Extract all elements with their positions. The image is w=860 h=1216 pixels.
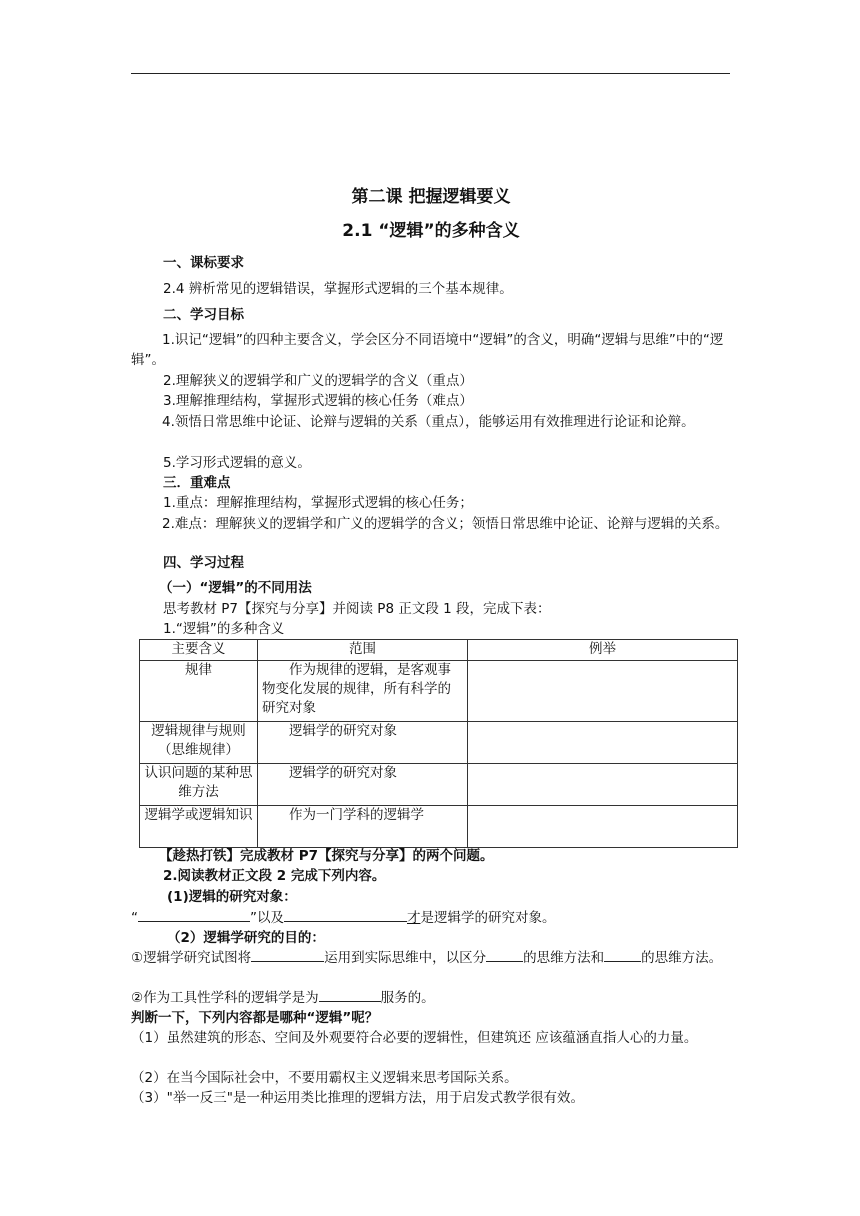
page-title: 第二课 把握逻辑要义 bbox=[351, 187, 511, 207]
blank-object-2[interactable] bbox=[284, 907, 407, 922]
blank-purpose-2[interactable] bbox=[486, 947, 523, 962]
goal-item-3: 3.理解推理结构，掌握形式逻辑的核心任务（难点） bbox=[163, 393, 473, 409]
goal-item-2: 2.理解狭义的逻辑学和广义的逻辑学的含义（重点） bbox=[163, 373, 473, 389]
section1-text: 2.4 辨析常见的逻辑错误，掌握形式逻辑的三个基本规律。 bbox=[163, 281, 513, 297]
section3-heading: 三．重难点 bbox=[163, 475, 231, 491]
example-cell[interactable] bbox=[468, 764, 738, 806]
goal-item-1: 1.识记“逻辑”的四种主要含义，学会区分不同语境中“逻辑”的含义，明确“逻辑与思维”中的“逻辑”。 bbox=[131, 332, 724, 368]
meanings-table bbox=[139, 639, 738, 848]
table-header-meaning: 主要含义 bbox=[140, 640, 258, 661]
blank-object-1[interactable] bbox=[138, 907, 250, 922]
meaning-cell: 规律 bbox=[140, 661, 258, 722]
key-point: 1.重点：理解推理结构，掌握形式逻辑的核心任务； bbox=[163, 495, 473, 511]
scope-cell: 逻辑学的研究对象 bbox=[258, 722, 468, 764]
subsection-heading: （一）“逻辑”的不同用法 bbox=[159, 580, 312, 596]
instruction-text: 思考教材 P7【探究与分享】并阅读 P8 正文段 1 段，完成下表： bbox=[163, 601, 551, 617]
table-row bbox=[140, 806, 738, 848]
table-header-row bbox=[140, 640, 738, 661]
judge-item-2: （2）在当今国际社会中，不要用霸权主义逻辑来思考国际关系。 bbox=[131, 1070, 518, 1086]
meaning-cell: 逻辑学或逻辑知识 bbox=[140, 806, 258, 848]
blank-purpose-3[interactable] bbox=[604, 947, 641, 962]
section1-heading: 一、课标要求 bbox=[163, 255, 244, 271]
meaning-cell: 认识问题的某种思维方法 bbox=[140, 764, 258, 806]
judge-heading: 判断一下，下列内容都是哪种“逻辑”呢？ bbox=[131, 1010, 379, 1026]
meaning-cell: 逻辑规律与规则（思维规律） bbox=[140, 722, 258, 764]
q2-label: （2）逻辑学研究的目的： bbox=[167, 930, 325, 946]
scope-cell: 作为一门学科的逻辑学 bbox=[258, 806, 468, 848]
section2-heading: 二、学习目标 bbox=[163, 307, 244, 323]
example-cell[interactable] bbox=[468, 806, 738, 848]
table-caption: 1.“逻辑”的多种含义 bbox=[163, 621, 285, 637]
example-cell[interactable] bbox=[468, 661, 738, 722]
difficult-point: 2.难点：理解狭义的逻辑学和广义的逻辑学的含义；领悟日常思维中论证、论辩与逻辑的关系。 bbox=[162, 516, 729, 532]
section4-heading: 四、学习过程 bbox=[163, 555, 244, 571]
table-row bbox=[140, 661, 738, 722]
read-instruction: 2.阅读教材正文段 2 完成下列内容。 bbox=[163, 868, 386, 884]
page-subtitle: 2.1 “逻辑”的多种含义 bbox=[342, 221, 520, 241]
goal-item-5: 5.学习形式逻辑的意义。 bbox=[163, 455, 311, 471]
practice-text: 【趁热打铁】完成教材 P7【探究与分享】的两个问题。 bbox=[159, 848, 494, 864]
table-header-example: 例举 bbox=[468, 640, 738, 661]
purpose-1: ①逻辑学研究试图将 运用到实际思维中，以区分 的思维方法和 的思维方法。 bbox=[131, 947, 731, 968]
scope-cell: 逻辑学的研究对象 bbox=[258, 764, 468, 806]
table-header-scope: 范围 bbox=[258, 640, 468, 661]
scope-cell: 作为规律的逻辑，是客观事物变化发展的规律，所有科学的研究对象 bbox=[258, 661, 468, 722]
judge-item-3: （3）"举一反三"是一种运用类比推理的逻辑方法，用于启发式教学很有效。 bbox=[131, 1090, 585, 1106]
blank-purpose-4[interactable] bbox=[319, 987, 381, 1002]
example-cell[interactable] bbox=[468, 722, 738, 764]
table-row bbox=[140, 722, 738, 764]
goal-item-4: 4.领悟日常思维中论证、论辩与逻辑的关系（重点），能够运用有效推理进行论证和论辩。 bbox=[162, 414, 695, 430]
header-rule bbox=[131, 73, 730, 74]
q1-label: (1)逻辑的研究对象： bbox=[167, 889, 297, 905]
q1-line: “ ”以及 才是逻辑学的研究对象。 bbox=[131, 907, 731, 928]
table-row bbox=[140, 764, 738, 806]
purpose-2: ②作为工具性学科的逻辑学是为 服务的。 bbox=[131, 987, 731, 1008]
blank-purpose-1[interactable] bbox=[251, 947, 324, 962]
judge-item-1: （1）虽然建筑的形态、空间及外观要符合必要的逻辑性，但建筑还 应该蕴涵直指人心的力量。 bbox=[131, 1030, 698, 1046]
